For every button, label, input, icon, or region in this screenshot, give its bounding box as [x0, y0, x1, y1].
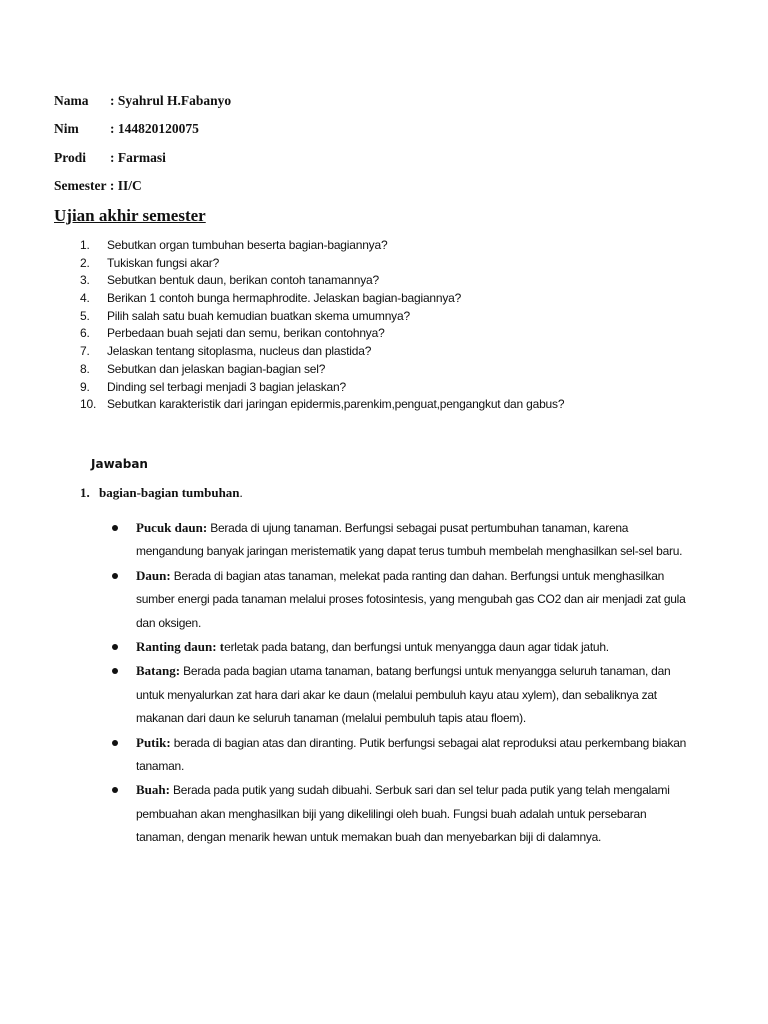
question-item [80, 290, 564, 308]
answer-heading [80, 483, 243, 503]
bullet-icon [112, 573, 118, 579]
bullet-item [112, 564, 688, 635]
question-item [80, 343, 564, 361]
answer-number: 1. [80, 485, 90, 500]
bullet-icon [112, 740, 118, 746]
question-item [80, 272, 564, 290]
question-text: Berikan 1 contoh bunga hermaphrodite. Jelaskan bagian-bagiannya? [107, 291, 462, 306]
bullet-item [112, 659, 688, 730]
answer-bullet-list [112, 516, 688, 850]
question-text: Tukiskan fungsi akar? [107, 255, 220, 270]
question-text: Jelaskan tentang sitoplasma, nucleus dan plastida? [107, 344, 372, 359]
answer-heading-text: bagian-bagian tumbuhan [99, 485, 240, 500]
bullet-item [112, 516, 688, 564]
name-row [54, 92, 231, 110]
semester-value: : II/C [106, 178, 142, 193]
bullet-text: Berada pada bagian utama tanaman, batang berfungsi untuk menyangga seluruh tanaman, dan untuk menyalurkan zat hara dari akar ke daun (melalui pembuluh kayu atau xylem), dan sebaliknya zat makanan dari daun ke seluruh tanaman (melalui pembuluh tapis atau floem). [136, 664, 671, 726]
question-item [80, 308, 564, 326]
question-text: Dinding sel terbagi menjadi 3 bagian jelaskan? [107, 379, 346, 394]
bullet-icon [112, 644, 118, 650]
question-list [80, 237, 564, 414]
bullet-icon [112, 668, 118, 674]
bullet-term: Putik: [136, 734, 171, 750]
name-value: : Syahrul H.Fabanyo [110, 93, 232, 108]
question-number: 7. [80, 344, 90, 359]
question-text: Sebutkan dan jelaskan bagian-bagian sel? [107, 361, 326, 376]
question-number: 9. [80, 379, 90, 394]
question-number: 2. [80, 255, 90, 270]
nim-value: : 144820120075 [110, 121, 199, 136]
question-number: 10. [80, 397, 97, 412]
question-number: 8. [80, 361, 90, 376]
bullet-term: Buah: [136, 782, 170, 798]
bullet-item [112, 635, 688, 659]
name-label: Nama [54, 93, 89, 108]
prodi-label: Prodi [54, 150, 87, 165]
exam-title: Ujian akhir semester [54, 206, 206, 225]
answer-heading-suffix: . [239, 485, 243, 500]
question-item [80, 237, 564, 255]
question-number: 1. [80, 238, 90, 252]
question-text: Perbedaan buah sejati dan semu, berikan contohnya? [107, 326, 385, 341]
bullet-icon [112, 787, 118, 793]
question-number: 6. [80, 326, 90, 341]
jawaban-label: Jawaban [91, 457, 148, 471]
semester-row [54, 177, 142, 195]
bullet-term: Ranting daun: t [136, 639, 225, 655]
nim-row [54, 120, 199, 138]
question-text: Sebutkan karakteristik dari jaringan epidermis,parenkim,penguat,pengangkut dan gabus? [107, 397, 565, 412]
question-item [80, 325, 564, 343]
question-item [80, 379, 564, 397]
bullet-text: Berada pada putik yang sudah dibuahi. Serbuk sari dan sel telur pada putik yang telah mengalami pembuahan akan menghasilkan biji yang dikelilingi oleh buah. Fungsi buah adalah untuk persebaran tanaman, dengan menarik hewan untuk memakan buah dan menyebarkan biji di dalamnya. [136, 783, 670, 845]
question-item [80, 396, 564, 414]
question-number: 4. [80, 291, 90, 306]
question-item [80, 361, 564, 379]
question-item [80, 255, 564, 273]
bullet-item [112, 731, 688, 779]
semester-label: Semester [54, 178, 107, 193]
prodi-value: : Farmasi [110, 150, 166, 165]
question-text: Sebutkan organ tumbuhan beserta bagian-bagiannya? [107, 238, 388, 252]
bullet-term: Pucuk daun: [136, 520, 208, 535]
bullet-term: Batang: [136, 663, 181, 679]
bullet-text: erletak pada batang, dan berfungsi untuk menyangga daun agar tidak jatuh. [224, 640, 609, 655]
nim-label: Nim [54, 121, 79, 136]
question-number: 3. [80, 273, 90, 288]
question-text: Sebutkan bentuk daun, berikan contoh tanamannya? [107, 273, 379, 288]
prodi-row [54, 149, 166, 167]
question-number: 5. [80, 308, 90, 323]
question-text: Pilih salah satu buah kemudian buatkan skema umumnya? [107, 308, 410, 323]
bullet-icon [112, 525, 118, 531]
bullet-term: Daun: [136, 567, 171, 583]
bullet-text: Berada di bagian atas tanaman, melekat pada ranting dan dahan. Berfungsi untuk menghasilkan sumber energi pada tanaman melalui proses fotosintesis, yang mengubah gas CO2 dan air menjadi zat gula dan oksigen. [136, 568, 686, 630]
bullet-item [112, 778, 688, 849]
bullet-text: berada di bagian atas dan diranting. Putik berfungsi sebagai alat reproduksi atau perkembang biakan tanaman. [136, 735, 687, 774]
bullet-text: Berada di ujung tanaman. Berfungsi sebagai pusat pertumbuhan tanaman, karena mengandung banyak jaringan meristematik yang dapat terus tumbuh membelah menghasilkan sel-sel baru. [136, 521, 683, 559]
